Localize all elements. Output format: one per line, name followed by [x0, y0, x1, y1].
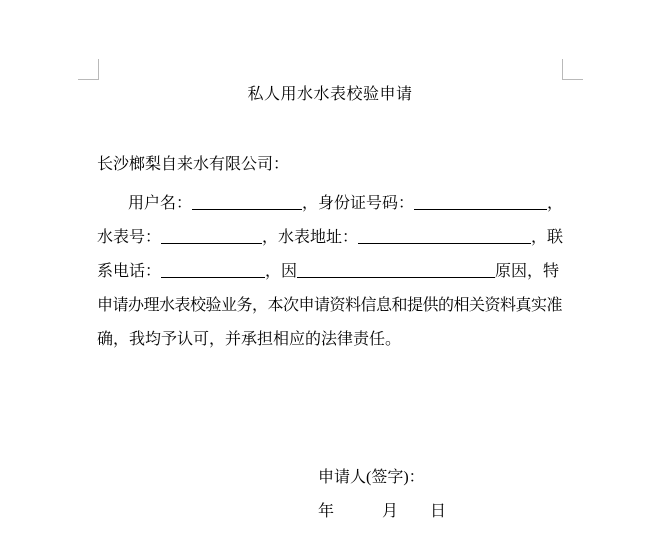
line-meter-address	[97, 221, 563, 255]
text-segment: ，因	[265, 263, 298, 280]
document-content	[97, 0, 563, 529]
line-phone-reason	[97, 255, 563, 289]
date-month-label: 月	[382, 503, 399, 520]
margin-mark-top-left	[78, 59, 99, 80]
date-day-label: 日	[430, 503, 447, 520]
blank-meter-number[interactable]	[161, 241, 262, 244]
text-segment: 用户名：	[128, 195, 193, 212]
text-segment: 水表号：	[97, 229, 162, 246]
text-segment: 系电话：	[97, 263, 162, 280]
blank-reason[interactable]	[297, 275, 495, 278]
blank-meter-address[interactable]	[358, 241, 531, 244]
line-username-id	[97, 187, 563, 221]
margin-mark-top-right	[562, 59, 583, 80]
text-segment: 原因，特	[495, 263, 560, 280]
document-title: 私人用水水表校验申请	[247, 86, 413, 103]
text-segment: ，	[547, 195, 564, 212]
text-segment: ，身份证号码：	[302, 195, 415, 212]
text-segment: 申请办理水表校验业务，本次申请资料信息和提供的相关资料真实准	[97, 297, 563, 314]
text-segment: ，水表地址：	[262, 229, 359, 246]
blank-user-name[interactable]	[192, 207, 302, 210]
blank-id-number[interactable]	[414, 207, 547, 210]
text-segment: 确，我均予认可，并承担相应的法律责任。	[97, 331, 402, 348]
salutation: 长沙榔梨自来水有限公司：	[97, 156, 290, 173]
text-segment: ，联	[531, 229, 564, 246]
line-statement-2	[97, 323, 563, 357]
signature-row	[97, 461, 563, 495]
line-statement-1	[97, 289, 563, 323]
date-year-label: 年	[318, 503, 335, 520]
blank-phone-number[interactable]	[161, 275, 265, 278]
form-body	[97, 187, 563, 357]
date-row	[97, 495, 563, 529]
signature-label: 申请人(签字)：	[318, 469, 425, 486]
